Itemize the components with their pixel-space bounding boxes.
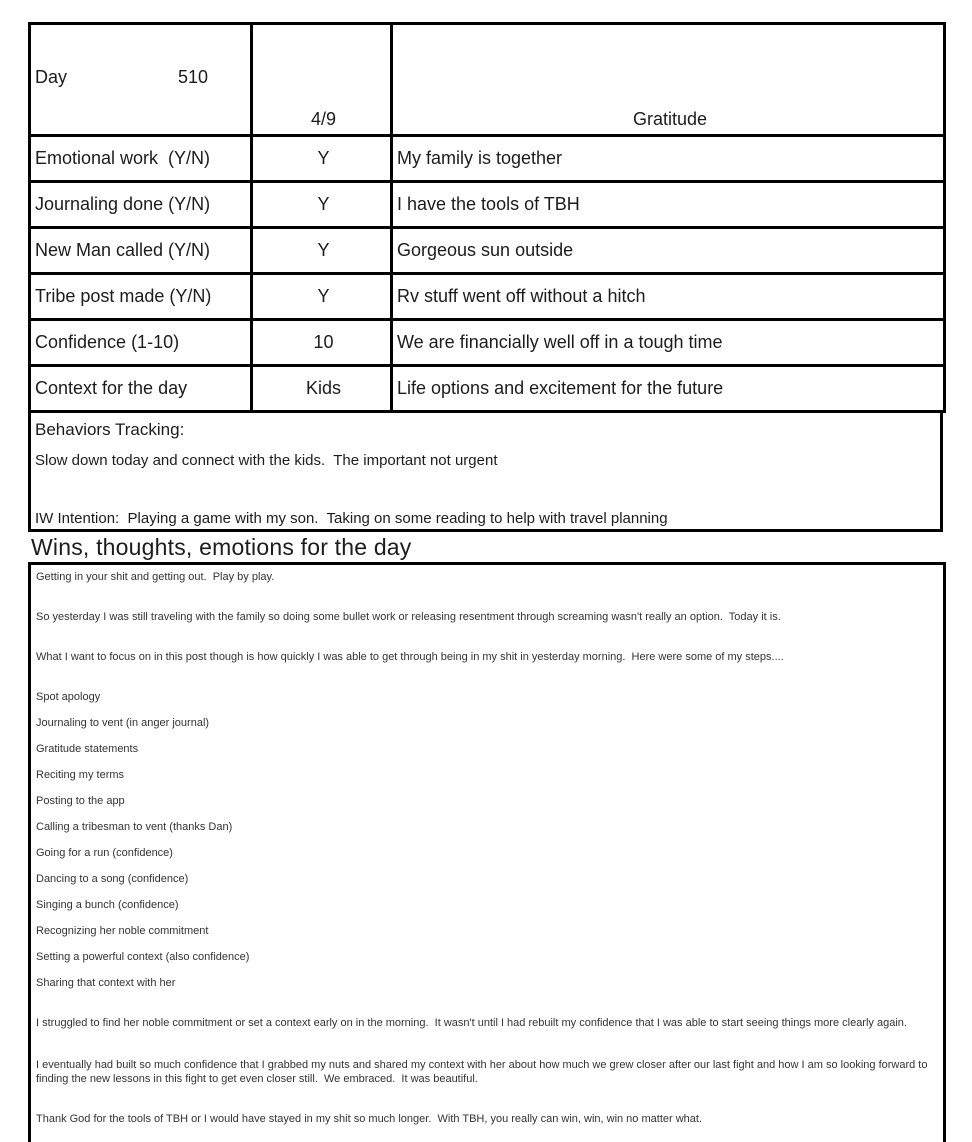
wins-step-item: Dancing to a song (confidence): [36, 873, 189, 885]
row-value-cell: Kids: [252, 366, 392, 412]
tracker-row: [30, 320, 945, 366]
tracker-row: [30, 366, 945, 412]
wins-paragraph: I struggled to find her noble commitment or set a context early on in the morning. It wasn't until I had rebuilt my confidence that I was able to start seeing things more clearly again.: [36, 1017, 907, 1029]
day-label: Day: [35, 67, 68, 87]
wins-step-item: Gratitude statements: [36, 743, 139, 755]
wins-paragraph: Getting in your shit and getting out. Play by play.: [36, 571, 275, 583]
behaviors-note: Slow down today and connect with the kids. The important not urgent: [35, 452, 498, 469]
gratitude-cell: We are financially well off in a tough time: [392, 320, 945, 366]
row-label-cell: Journaling done (Y/N): [30, 182, 252, 228]
row-label-cell: New Man called (Y/N): [30, 228, 252, 274]
row-label-cell: Emotional work (Y/N): [30, 136, 252, 182]
row-value-cell: Y: [252, 182, 392, 228]
date-cell: 4/9: [252, 24, 392, 136]
row-label-cell: Tribe post made (Y/N): [30, 274, 252, 320]
row-value-cell: Y: [252, 274, 392, 320]
wins-step-item: Calling a tribesman to vent (thanks Dan): [36, 821, 233, 833]
behaviors-section: [28, 413, 943, 532]
row-value-cell: 10: [252, 320, 392, 366]
row-label-cell: Confidence (1-10): [30, 320, 252, 366]
gratitude-cell: My family is together: [392, 136, 945, 182]
wins-step-item: Sharing that context with her: [36, 977, 176, 989]
wins-paragraph: So yesterday I was still traveling with the family so doing some bullet work or releasing resentment through screaming wasn't really an option. Today it is.: [36, 611, 781, 623]
tracker-row: [30, 228, 945, 274]
gratitude-cell: I have the tools of TBH: [392, 182, 945, 228]
wins-paragraph: I eventually had built so much confidence that I grabbed my nuts and shared my context with her about how much we grew closer after our last fight and how I am so looking forward to finding the new lessons in this fight to get even closer still. We embraced. It was beautiful.: [36, 1059, 931, 1085]
tracker-row: [30, 136, 945, 182]
wins-paragraph: Thank God for the tools of TBH or I would have stayed in my shit so much longer. With TBH, you really can win, win, win no matter what.: [36, 1113, 702, 1125]
row-label-cell: Context for the day: [30, 366, 252, 412]
tracker-row: [30, 274, 945, 320]
wins-step-item: Singing a bunch (confidence): [36, 899, 179, 911]
wins-step-item: Recognizing her noble commitment: [36, 925, 209, 937]
behaviors-title: Behaviors Tracking:: [35, 420, 185, 439]
gratitude-header: Gratitude: [392, 24, 945, 136]
row-value-cell: Y: [252, 228, 392, 274]
wins-step-item: Going for a run (confidence): [36, 847, 173, 859]
wins-step-item: Journaling to vent (in anger journal): [36, 717, 210, 729]
gratitude-cell: Rv stuff went off without a hitch: [392, 274, 945, 320]
wins-step-item: Spot apology: [36, 691, 101, 703]
wins-section-title: Wins, thoughts, emotions for the day: [31, 534, 412, 560]
tracker-row: [30, 182, 945, 228]
day-cell: [30, 24, 252, 136]
gratitude-cell: Life options and excitement for the future: [392, 366, 945, 412]
gratitude-cell: Gorgeous sun outside: [392, 228, 945, 274]
behaviors-intention: IW Intention: Playing a game with my son. Taking on some reading to help with travel planning: [35, 510, 668, 527]
wins-text-box: [28, 562, 946, 1142]
row-value-cell: Y: [252, 136, 392, 182]
content-column: [28, 22, 943, 1142]
wins-step-item: Setting a powerful context (also confidence): [36, 951, 250, 963]
tracker-table: [28, 22, 946, 413]
tracker-header-row: [30, 24, 945, 136]
wins-paragraph: What I want to focus on in this post though is how quickly I was able to get through being in my shit in yesterday morning. Here were some of my steps....: [36, 651, 784, 663]
day-value: 510: [177, 67, 208, 87]
wins-step-item: Posting to the app: [36, 795, 125, 807]
wins-step-item: Reciting my terms: [36, 769, 125, 781]
